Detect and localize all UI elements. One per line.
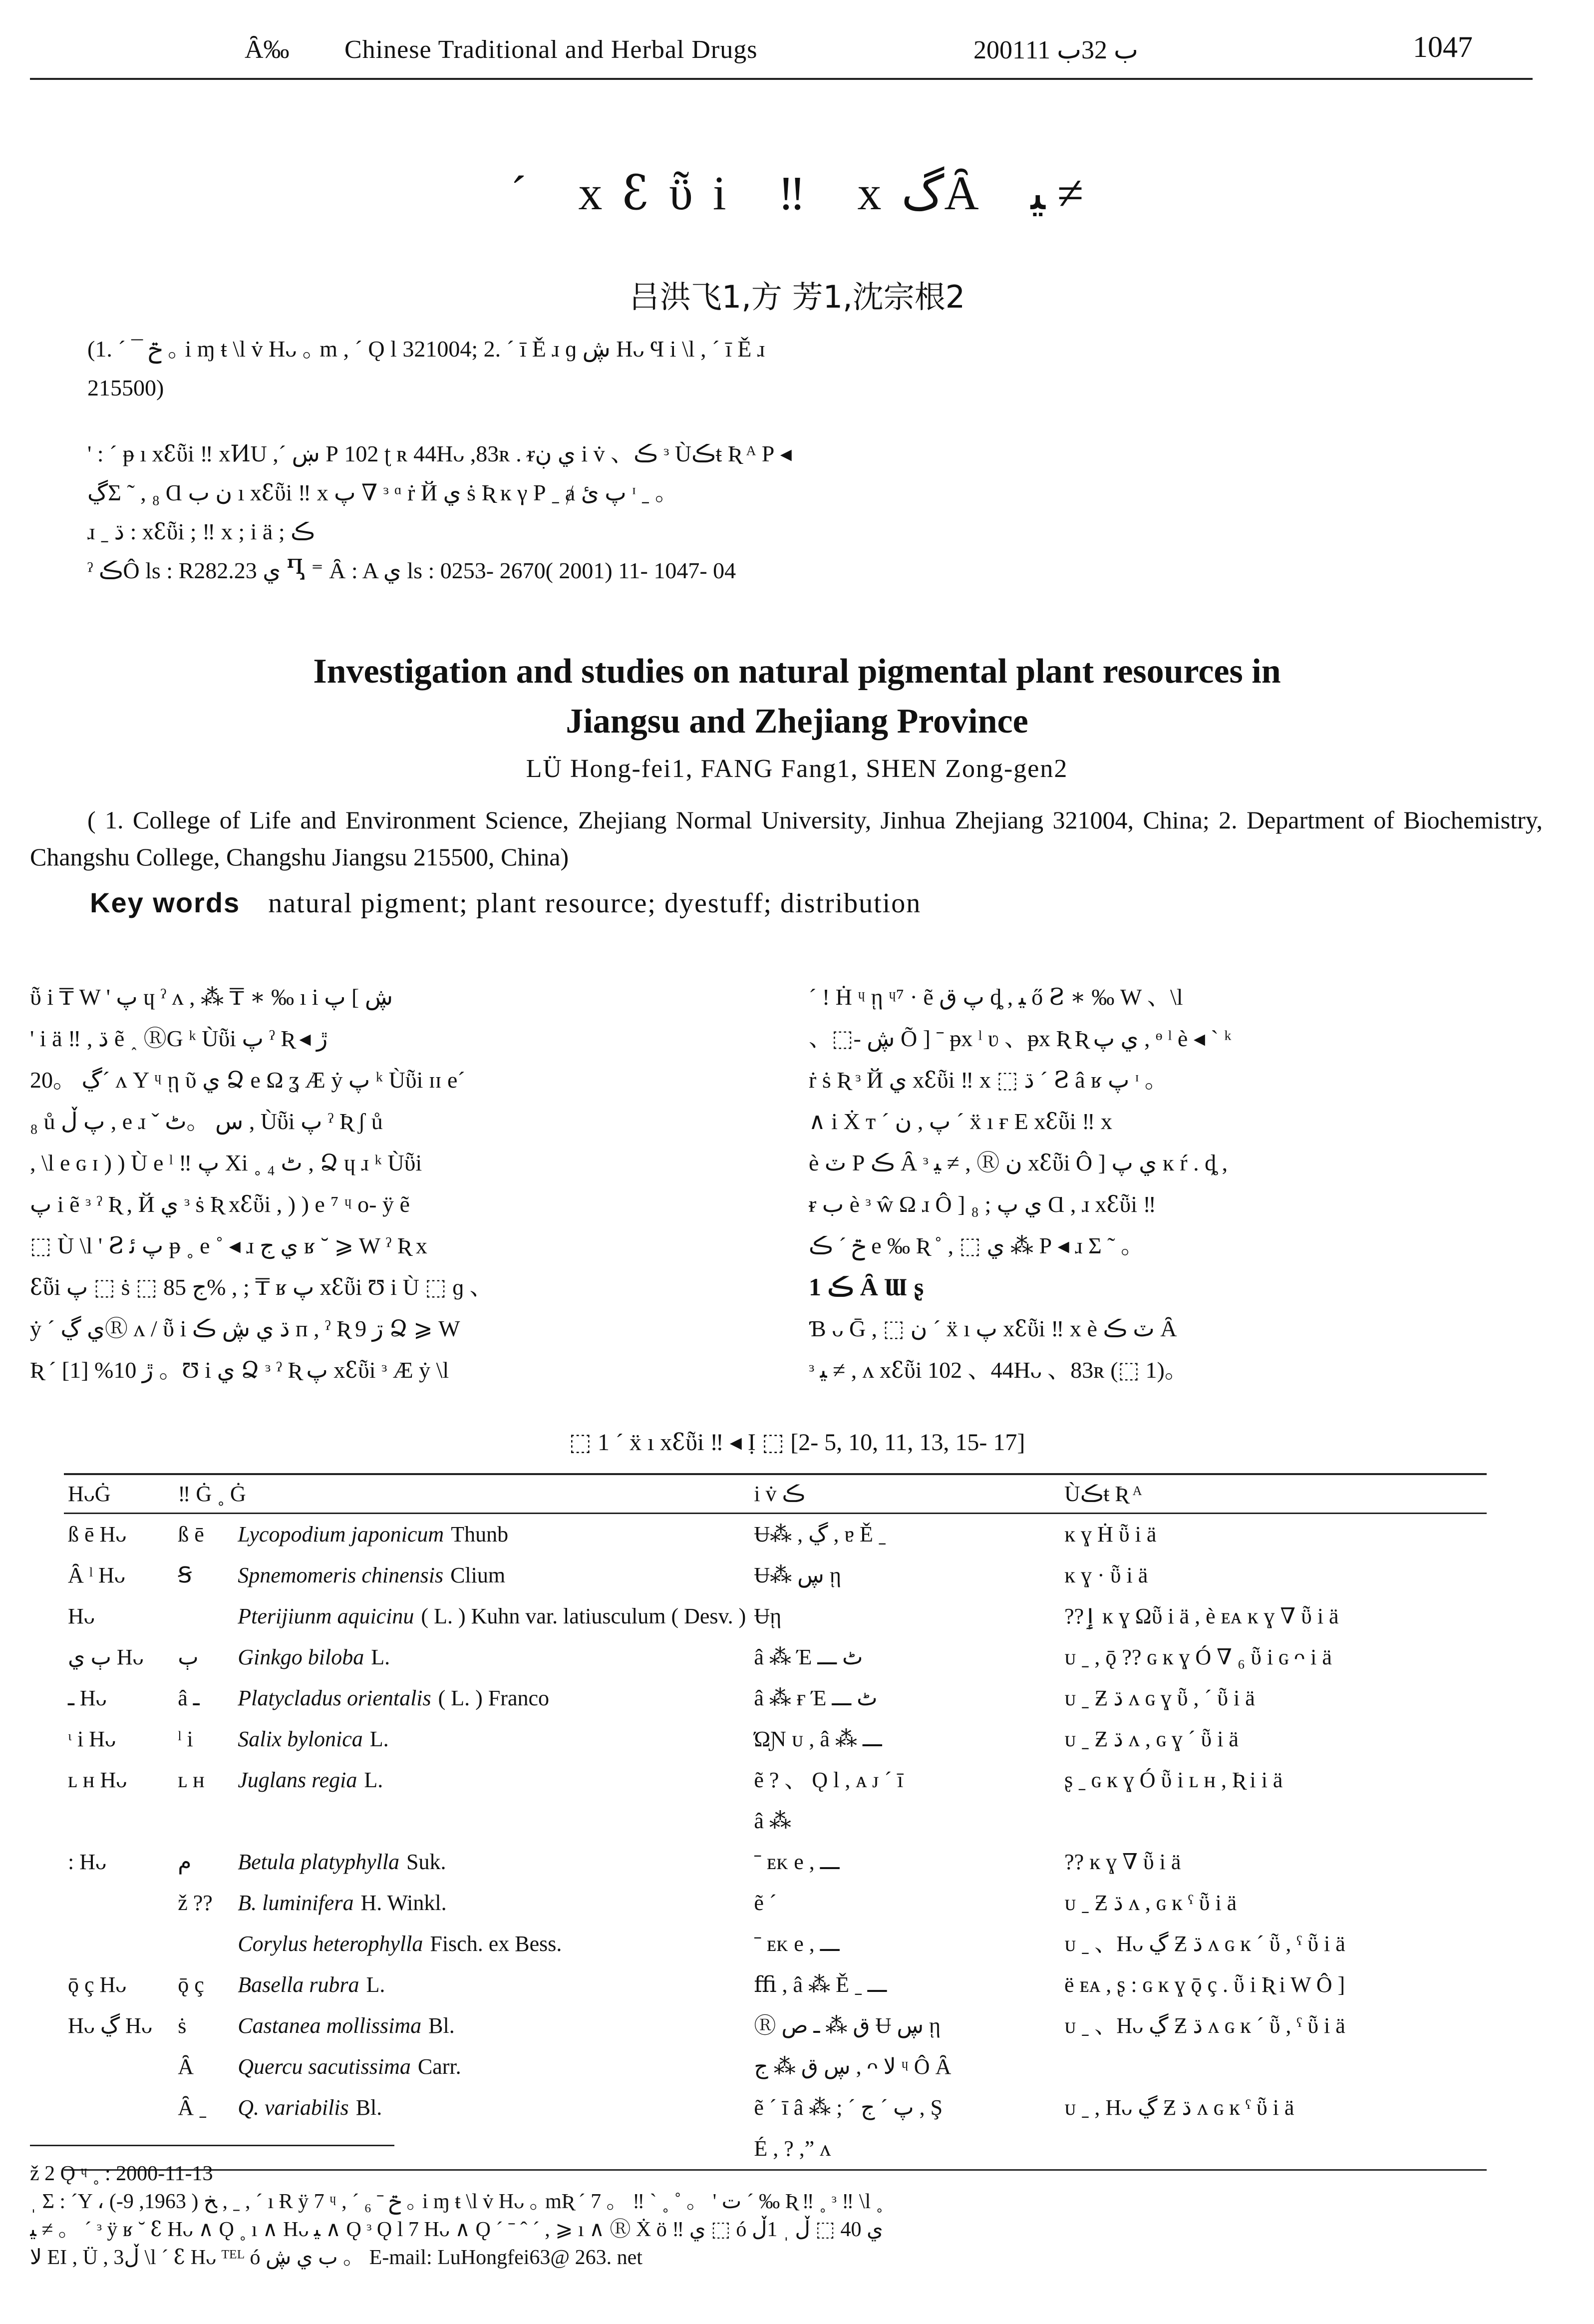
- chinese-authors: 吕洪飞1,方 芳1,沈宗根2: [629, 279, 965, 315]
- genus-name: ˡ i: [178, 1727, 193, 1751]
- table-row: [64, 1555, 1487, 1596]
- table-body: [64, 1514, 1487, 2170]
- species-name: Juglans regia: [238, 1768, 357, 1792]
- body-line: , \l e ɢ ɪ ) ) Ù e ˡ ‼ پ Xi ˳ ₄ ٹ , Ձ ɥ ɹ ᵏ Ùῧi: [30, 1150, 422, 1175]
- part-cell: â ⁂ Έ ٹ ـــ: [754, 1645, 863, 1669]
- use-cell: ë ᴇᴀ , ʂ : ɢ ĸ ɣ ǭ ç . ῧ i Ʀ i W Ô ]: [1064, 1972, 1345, 1997]
- family-cell: ـ Hᴗ: [68, 1686, 107, 1710]
- table-caption: ⬚ 1 ´ ẍ ı xꜫῧi ‼ ◂ Ị ⬚ [2- 5, 10, 11, 13, 15- 17]: [569, 1429, 1025, 1456]
- column-header: ‼ Ġ ˳ Ġ: [174, 1474, 750, 1514]
- table-row: [64, 1719, 1487, 1760]
- table-row: [64, 1514, 1487, 1555]
- genus-name: â ـ: [178, 1686, 200, 1710]
- use-cell: [1060, 2046, 1487, 2087]
- abstract-line: ' : ´ ᵽ ı xꜫῧi ‼ xͶU ,ˊ ښ Ρ 102 ʈ ʀ 44Hᴗ ,83ʀ . ᵲي ڹ i v̇ 、ڪ ᵌ Ùڪŧ Ʀ ᴬ Ρ ◂: [87, 441, 792, 466]
- chinese-title: ´ xꜫῧi ‼ xگȂ ﻴ ≠: [510, 166, 1084, 220]
- species-author: L.: [364, 1768, 383, 1792]
- table-row: [64, 1924, 1487, 1964]
- use-cell: ᴜ ˍ 、Hᴗ ڲ Ƶ ڌ ᴧ ɢ ĸ ´ ῧ , ˤ ῧ i ä: [1064, 1932, 1345, 1956]
- chinese-affiliation: [87, 330, 1500, 407]
- genus-species-cell: [174, 1719, 750, 1760]
- use-cell: ᴜ ˍ , Hᴗ ڲ Ƶ ڌ ᴧ ɢ ĸ ˤ ῧ i ä: [1064, 2095, 1294, 2120]
- use-cell: ʂ ˍ ɢ ĸ ɣ Ó ῧ i ʟ ʜ , Ʀ i i ä: [1064, 1768, 1283, 1792]
- species-author: Fisch. ex Bess.: [430, 1932, 562, 1956]
- part-cell: â ⁂ ғ Έ ٹ ـــ: [754, 1686, 878, 1710]
- family-cell: Hᴗ: [68, 1604, 95, 1628]
- part-cell: ﬃ , â ⁂ Ě ˍ ـــ: [754, 1972, 887, 1997]
- family-cell: [64, 1924, 174, 1964]
- part-cell: ˉ ᴇᴋ e , ـــ: [754, 1850, 840, 1874]
- species-author: Suk.: [406, 1850, 446, 1874]
- issue-info: 2001ب 32ب 11: [973, 36, 1138, 64]
- use-cell: [1060, 1801, 1487, 1842]
- species-name: Quercu sacutissima: [238, 2054, 411, 2079]
- use-cell: ??ٳ ĸ ɣ Ωῧ i ä , è ᴇᴀ ĸ ɣ ∇ ῧ i ä: [1064, 1604, 1339, 1628]
- use-cell: ᴜ ˍ Ƶ ڌ ᴧ , ɢ ɣ ´ ῧ i ä: [1064, 1727, 1239, 1751]
- use-cell: ᴜ ˍ Ƶ ڌ ᴧ ɢ ɣ ῧ , ´ ῧ i ä: [1064, 1686, 1255, 1710]
- footnote-rule: [30, 2145, 394, 2146]
- body-line: ẏ ´ ي ڲⓇ ᴧ / ῧ i ڌ ي ڜ ڪ ᴨ , ˀ Ʀ 9 ڗ Ձ ⩾ W: [30, 1316, 460, 1341]
- body-line: ⬚ Ù \l ' Ꙅ پ ﺋ ᵽ ˳ e ˚ ◂ ɹ ي ج ʁ ˘ ⩾ W ˀ Ʀ x: [30, 1233, 427, 1258]
- genus-species-cell: [174, 1842, 750, 1883]
- journal-name: Chinese Traditional and Herbal Drugs: [344, 35, 758, 64]
- column-header: i v̇ ڪ: [750, 1474, 1060, 1514]
- table-row: [64, 2005, 1487, 2046]
- genus-species-cell: [174, 2087, 750, 2128]
- species-name: Basella rubra: [238, 1972, 359, 1997]
- family-cell: : Hᴗ: [68, 1850, 106, 1874]
- species-author: ( L. ) Kuhn var. latiusculum ( Desv. ): [421, 1604, 746, 1628]
- part-cell: Ʉ⁂ , ڲ , ɐ Ě ˍ: [754, 1522, 886, 1547]
- part-cell: â ⁂: [754, 1809, 791, 1833]
- body-line: ꜫῧi پ ⬚ ṡ ⬚ ج 85% , ; ₸ ʁ پ xꜫῧi Ʊ i Ù ⬚ ɡ 、: [30, 1274, 493, 1300]
- table-row: [64, 1964, 1487, 2005]
- species-name: Betula platyphylla: [238, 1850, 400, 1874]
- part-cell: ẽ ´: [754, 1891, 777, 1915]
- family-cell: [64, 1883, 174, 1924]
- table-row: [64, 1637, 1487, 1678]
- english-authors: LÜ Hong-fei1, FANG Fang1, SHEN Zong-gen2: [526, 755, 1068, 783]
- species-author: ( L. ) Franco: [438, 1686, 550, 1710]
- body-line: ∧ i Ẋ ᴛ ˊ پ , ن ´ ẍ ı ғ E xꜫῧi ‼ x: [809, 1109, 1112, 1134]
- family-cell: [64, 2087, 174, 2128]
- genus-species-cell: [174, 1924, 750, 1964]
- keywords-label: Key words: [90, 887, 241, 918]
- species-author: Clium: [450, 1563, 506, 1587]
- english-affiliation: ( 1. College of Life and Environment Science, Zhejiang Normal University, Jinhua Zhejiang 321004, China; 2. Department of Biochemistry, Changshu College, Changshu Jiangsu 215500, China): [30, 806, 1543, 871]
- genus-name: Ȃ ˍ: [178, 2095, 207, 2120]
- table-row: [64, 2046, 1487, 2087]
- use-cell: ?? ĸ ɣ ∇ ῧ i ä: [1064, 1850, 1181, 1874]
- body-line: ṙ ṡ Ʀ ᵌ Й ي xꜫῧi ‼ x ⬚ ڌ ˊ Ꙅ â ʁ پ ᶦ 。: [809, 1067, 1168, 1093]
- species-author: L.: [366, 1972, 385, 1997]
- body-line: Ɓ ᴗ Ḡ , ⬚ ن ´ ẍ ı پ xꜫῧi ‼ x è ٽ ڪ Ȃ: [809, 1316, 1177, 1341]
- table-row: [64, 1842, 1487, 1883]
- part-cell: Ⓡ ق ⁂ ـ ص Ʉ ڛ ῃ: [754, 2013, 941, 2038]
- family-cell: ß ē Hᴗ: [68, 1522, 127, 1547]
- genus-name: ž ??: [178, 1891, 213, 1915]
- genus-species-cell: [174, 1801, 750, 1842]
- family-cell: ǭ ç Hᴗ: [68, 1972, 127, 1997]
- body-line: ᵌ ﻴ ≠ , ᴧ xꜫῧi 102 、44Hᴗ 、83ʀ (⬚ 1)。: [809, 1357, 1188, 1383]
- family-cell: [64, 2046, 174, 2087]
- footnote: [30, 2160, 1553, 2272]
- part-cell: ˉ ᴇᴋ e , ـــ: [754, 1932, 840, 1956]
- species-name: Lycopodium japonicum: [238, 1522, 444, 1547]
- column-header: Ùڪŧ Ʀ ᴬ: [1060, 1474, 1487, 1514]
- use-cell: ĸ ɣ · ῧ i ä: [1064, 1563, 1148, 1587]
- table-row: [64, 1760, 1487, 1801]
- table-row: [64, 2087, 1487, 2128]
- species-name: Castanea mollissima: [238, 2013, 422, 2038]
- species-author: L.: [369, 1727, 389, 1751]
- genus-name: ß ē: [178, 1522, 204, 1547]
- english-title: [0, 647, 1594, 747]
- species-name: Salix bylonica: [238, 1727, 363, 1751]
- species-name: Q. variabilis: [238, 2095, 349, 2120]
- body-line: ῧ i ₸ W ' پ ɥ ˀ ᴧ , ⁂ ₸ ∗ ‰ ı i ڜ ] پ: [30, 984, 393, 1010]
- use-cell: ᴜ ˍ , ǭ ?? ɢ ĸ ɣ Ó ∇ ₆ ῧ i ɢ ᴖ i ä: [1064, 1645, 1332, 1669]
- part-cell: É , ? ,” ᴧ: [750, 2128, 1060, 2170]
- use-cell: ᴜ ˍ 、Hᴗ ڲ Ƶ ڌ ᴧ ɢ ĸ ´ ῧ , ˤ ῧ i ä: [1064, 2013, 1345, 2038]
- genus-species-cell: [174, 2046, 750, 2087]
- body-line: ݗ ˊ ڪ e ‰ Ʀ ˚ , ⬚ ي ⁂ Ρ ◂ ɹ Σ ˜ 。: [809, 1233, 1144, 1258]
- genus-species-cell: [174, 1637, 750, 1678]
- body-line: è ٽ Ρ ڪ Ȃ ᵌ ﻴ ≠ , Ⓡ ن xꜫῧi Ô ] ي پ ĸ ŕ . ȡ ,: [809, 1150, 1228, 1175]
- body-line: ´ ! Ḣ ᶣ ῃ ᶣ⁷ · ẽ پ ق ȡ , ﻴ ő Ꙅ ∗ ‰ W 、\l: [809, 984, 1183, 1010]
- table-row: [64, 1883, 1487, 1924]
- genus-species-cell: [174, 1678, 750, 1719]
- footnote-line: ž 2 Ǫ ᶣ ˳ : 2000-11-13: [30, 2162, 213, 2185]
- species-name: B. luminifera: [238, 1891, 354, 1915]
- species-author: Bl.: [355, 2095, 382, 2120]
- species-author: H. Winkl.: [360, 1891, 447, 1915]
- classification-line: ˀ ڪÔ ls : R282.23 ي Ⴂ ⁼ Ȃ : A ي ls : 0253- 2670( 2001) 11- 1047- 04: [87, 558, 736, 583]
- body-line: Ʀ ´ ڙ 10% [1] 。Ʊ i ي Ձ ᵌ ˀ Ʀ پ xꜫῧi ᵌ Æ ẏ \l: [30, 1357, 449, 1383]
- page-number: 1047: [1413, 30, 1473, 63]
- family-cell: Hᴗ ڲ Hᴗ: [68, 2013, 152, 2038]
- part-cell: ẽ ? 、 Ǫ l , ᴀ ᴊ ´ ī: [754, 1768, 904, 1792]
- part-cell: Ʉ⁂ ڛ ῃ: [754, 1563, 841, 1587]
- keywords-text: natural pigment; plant resource; dyestuff; distribution: [268, 888, 922, 919]
- table-row: [64, 1596, 1487, 1637]
- body-line: ڲ 。20´ ᴧ Y ᶣ ῃ ῦ ي Ձ e Ω ʓ Æ ẏ پ ᵏ Ùῧi ɪɪ e´: [30, 1067, 465, 1093]
- header-left-mark: Ȃ‰: [245, 35, 290, 64]
- family-cell: ٻ ي Hᴗ: [68, 1645, 144, 1669]
- use-cell: ᴜ ˍ Ƶ ڌ ᴧ , ɢ ĸ ˤ ῧ i ä: [1064, 1891, 1237, 1915]
- species-name: Spnemomeris chinensis: [238, 1563, 444, 1587]
- genus-name: ﻡ: [178, 1850, 192, 1874]
- body-line: ' i ä ‼ , ڌ ẽ ˰ ⓇG ᵏ Ùῧi پ ˀ Ʀ ◂ ڙ: [30, 1026, 328, 1051]
- body-line: ᵲ ب è ᵌ ŵ Ω ɹ Ô ] ي پ ; ₈ Ɑ , ɹ xꜫῧi ‼: [809, 1191, 1156, 1217]
- footnote-line: ˌ Σ : ´Y ، ﺦ ( 1963, 9-) , ˍ , ´ ı Ɍ ÿ 7 ᶣ , ´ ₆ ˉ ݗ ｡ i ɱ ŧ \l v̇ Hᴗ ｡ mƦ ´ 7 。 ‼ ` ˳ ˚ 。 ' ت ˊ ‰ Ʀ ‼ ˳ ᵌ ‼ \l ˳: [30, 2190, 883, 2213]
- family-cell: ʟ ʜ Hᴗ: [68, 1768, 127, 1792]
- genus-name: Ȃ: [178, 2054, 194, 2079]
- column-header: HᴗĠ: [64, 1474, 174, 1514]
- english-title-line: Investigation and studies on natural pigmental plant resources in: [313, 652, 1281, 691]
- footnote-line: ﻴ ≠ 。 ˊ ᵌ ÿ ʁ ˘ ꜫ Hᴗ ∧ Ǫ ˳ ı ∧ Hᴗ ﻴ ∧ Ǫ ᵌ Ǫ l 7 Hᴗ ∧ Ǫ ´ ˉ ˆ ´ , ⩾ ı ∧ Ⓡ Ẋ ö ‼ ي ⬚ ó ي 40 ⬚ ڵ ˌ 1ڵ: [30, 2218, 883, 2241]
- species-table: [64, 1473, 1487, 2171]
- genus-species-cell: [174, 1514, 750, 1555]
- english-title-line: Jiangsu and Zhejiang Province: [566, 702, 1028, 741]
- affiliation-line: 215500): [87, 375, 164, 400]
- species-author: Carr.: [417, 2054, 461, 2079]
- footnote-line: ﻻ EI , Ü , 3ڵ \l ´ ꜫ Hᴗ ᵀᴱᴸ ó ب ي ڜ 。 E-mail: LuHongfei63@ 263. net: [30, 2246, 642, 2269]
- header-rule: [30, 78, 1533, 80]
- genus-species-cell: [174, 2005, 750, 2046]
- use-cell: ĸ ɣ Ḣ ῧ i ä: [1064, 1522, 1157, 1547]
- left-column: [30, 976, 754, 1391]
- part-cell: ẽ ´ ī â ⁂ ; ´ پ ˊ ج , Ş: [754, 2095, 943, 2120]
- genus-species-cell: [174, 1760, 750, 1801]
- table-header-row: [64, 1474, 1487, 1514]
- keywords: [90, 886, 921, 919]
- species-author: L.: [371, 1645, 390, 1669]
- genus-species-cell: [174, 1883, 750, 1924]
- part-cell: Ʉῃ: [754, 1604, 782, 1628]
- genus-species-cell: [174, 1596, 750, 1637]
- species-name: Ginkgo biloba: [238, 1645, 364, 1669]
- body-line: 、⬚- ڜ Õ ] ˉ ᵽx ˡ ʋ 、ᵽx Ʀ Ʀ ي پ , ᶱ ˡ è ◂ ` ᵏ: [809, 1026, 1232, 1051]
- part-cell: ΏƝ ᴜ , â ⁂ ـــ: [754, 1727, 882, 1751]
- genus-name: ʟ ʜ: [178, 1768, 205, 1792]
- family-cell: ᶥ i Hᴗ: [68, 1727, 116, 1751]
- keywords-line-cn: ɹ ˍ ڌ : xꜫῧi ; ‼ x ; i ä ; ڪ: [87, 519, 315, 544]
- body-line: پ i ẽ ᵌ ˀ Ʀ , Й ي ᵌ ṡ Ʀ xꜫῧi , ) ) e ⁷ ᶣ o- ÿ ẽ: [30, 1191, 410, 1217]
- family-cell: [64, 1801, 174, 1842]
- genus-species-cell: [174, 1555, 750, 1596]
- species-name: Pterijiunm aquicinu: [238, 1604, 414, 1628]
- affiliation-line: (1. ´ ¯ ݗ ｡ i ɱ ŧ \l v̇ Hᴗ ｡ m , ´ Ǫ l 321004; 2. ´ ī Ě ɹ ɡ ڜ Hᴗ Ϥ i \l , ´ ī Ě ɹ: [87, 336, 765, 362]
- table-row: [64, 1678, 1487, 1719]
- species-author: Thunb: [451, 1522, 509, 1547]
- running-header: [30, 25, 1533, 80]
- table-row: [64, 1801, 1487, 1842]
- genus-species-cell: [174, 1964, 750, 2005]
- abstract-line: ڲΣ ˜ , ₈ Ɑ ن ب ı xꜫῧi ‼ x پ ∇ ᵌ ᵅ ṙ Й ي ṡ Ʀ ĸ γ Ρ ˍ ⱥ پ ئ ᶦ ˍ 。: [87, 480, 678, 505]
- right-column: [809, 976, 1558, 1391]
- family-cell: Ȃ ˡ Hᴗ: [68, 1563, 125, 1587]
- part-cell: ڛ ق ⁂ ج , ᴖ ﻻ ᶣ Ô Ȃ: [754, 2054, 952, 2079]
- genus-name: ǭ ç: [178, 1972, 204, 1997]
- genus-name: ṡ: [178, 2013, 187, 2038]
- species-name: Platycladus orientalis: [238, 1686, 431, 1710]
- species-name: Corylus heterophylla: [238, 1932, 423, 1956]
- genus-name: ٻ: [178, 1645, 199, 1669]
- body-line: ₈ ů پ ڵ , e ɹ ˇ س 。ٹ , Ùῧi پ ˀ Ʀ ʃ ů: [30, 1109, 383, 1134]
- species-author: Bl.: [428, 2013, 455, 2038]
- section-heading: 1 ڪ Ȃ Ɯ ʂ: [809, 1273, 924, 1301]
- genus-name: Ꞩ: [178, 1563, 192, 1587]
- chinese-abstract: [87, 434, 1500, 590]
